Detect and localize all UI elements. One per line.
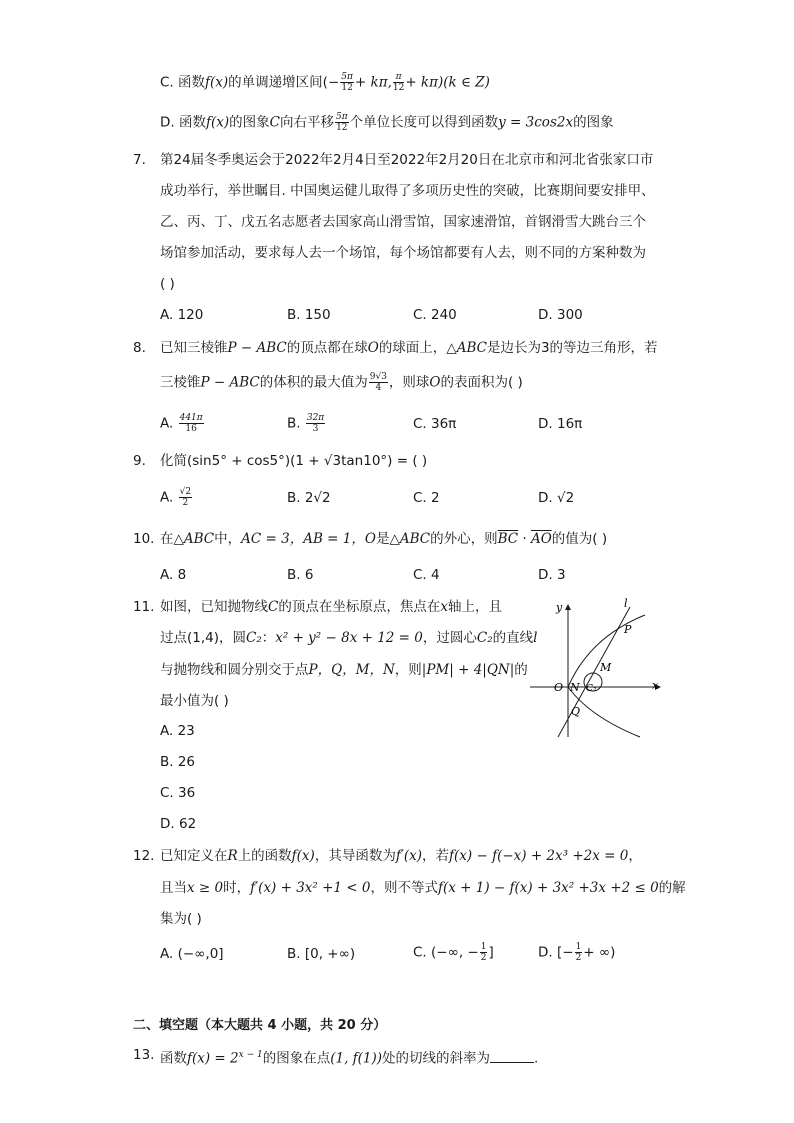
q13-stem bbox=[160, 1045, 538, 1069]
line-l bbox=[558, 607, 630, 737]
frac-den: 12 bbox=[341, 83, 353, 93]
q12-option-d[interactable] bbox=[538, 942, 615, 963]
text: 向右平移 bbox=[279, 114, 334, 131]
question-number: 12. bbox=[133, 848, 155, 864]
text: 在 bbox=[160, 531, 174, 547]
text: 的图象 bbox=[229, 114, 270, 131]
fraction bbox=[179, 487, 192, 508]
q7-line: 第24届冬季奥运会于2022年2月4日至2022年2月20日在北京市和河北省张家口市 bbox=[160, 152, 654, 168]
math: C₂ bbox=[246, 630, 262, 646]
frac-num: 5π bbox=[341, 72, 353, 82]
text: ，则不等式 bbox=[370, 880, 439, 896]
text: C. (−∞, − bbox=[413, 944, 479, 961]
text: 上的函数 bbox=[237, 848, 292, 864]
math: P − ABC bbox=[200, 374, 260, 391]
text: 个单位长度可以得到函数 bbox=[349, 114, 499, 131]
frac-den: 2 bbox=[182, 498, 189, 508]
q8-option-c[interactable]: C. 36π bbox=[413, 416, 457, 432]
math: △ABC bbox=[389, 531, 431, 547]
q7-line: 成功举行，举世瞩目. 中国奥运健儿取得了多项历史性的突破，比赛期间要安排甲、 bbox=[160, 183, 655, 199]
vector-ao: $\overline{AO}$ bbox=[530, 531, 552, 547]
frac-num: 1 bbox=[575, 942, 582, 952]
label-o: O bbox=[554, 681, 564, 694]
math: f′(x) bbox=[395, 848, 423, 864]
q11-line-2 bbox=[160, 628, 537, 648]
q12-line-3: 集为( ) bbox=[160, 911, 202, 927]
text: 轴上，且 bbox=[447, 599, 502, 615]
text: ] bbox=[488, 944, 494, 961]
math: + kπ)(k ∈ Z) bbox=[405, 74, 490, 91]
question-number: 10. bbox=[133, 531, 155, 547]
fraction bbox=[369, 372, 388, 393]
math: P，Q，M，N bbox=[308, 662, 395, 678]
text: 处的切线的斜率为 bbox=[382, 1050, 491, 1067]
text: 的顶点在坐标原点，焦点在 bbox=[278, 599, 441, 615]
q9-option-b[interactable]: B. 2√2 bbox=[287, 490, 331, 506]
math: C bbox=[269, 114, 280, 131]
text: 已知三棱锥 bbox=[160, 340, 228, 356]
math: f(x) bbox=[205, 74, 229, 91]
text: 是边长为3的等边三角形，若 bbox=[486, 340, 658, 356]
text: ，若 bbox=[422, 848, 450, 864]
q7-option-d[interactable]: D. 300 bbox=[538, 307, 583, 323]
frac-num: 32π bbox=[306, 413, 325, 423]
text: D. [− bbox=[538, 944, 574, 961]
text: 如图，已知抛物线 bbox=[160, 599, 268, 615]
q12-line-1 bbox=[160, 846, 642, 866]
q10-option-c[interactable]: C. 4 bbox=[413, 567, 440, 583]
text: 与抛物线和圆分别交于点 bbox=[160, 662, 309, 678]
frac-num: 441π bbox=[179, 413, 203, 423]
q8-option-d[interactable]: D. 16π bbox=[538, 416, 583, 432]
frac-den: 2 bbox=[480, 953, 487, 963]
q8-line-1 bbox=[160, 338, 658, 358]
label-p: P bbox=[624, 623, 632, 636]
q12-option-c[interactable] bbox=[413, 942, 494, 963]
text: . bbox=[534, 1050, 539, 1067]
q6-option-c bbox=[160, 72, 490, 93]
q11-option-c[interactable]: C. 36 bbox=[160, 785, 196, 801]
q7-line: 乙、丙、丁、戊五名志愿者去国家高山滑雪馆，国家速滑馆，首钢滑雪大跳台三个 bbox=[160, 214, 646, 230]
frac-den: 2 bbox=[575, 953, 582, 963]
q12-line-2 bbox=[160, 878, 686, 898]
label-n: N bbox=[570, 681, 580, 694]
math: AC = 3，AB = 1，O bbox=[241, 531, 376, 547]
question-number: 7. bbox=[133, 152, 146, 168]
text: 是 bbox=[375, 531, 390, 547]
text: 的解 bbox=[658, 880, 686, 896]
fraction bbox=[179, 413, 204, 434]
q10-option-a[interactable]: A. 8 bbox=[160, 567, 187, 583]
text: 三棱锥 bbox=[160, 374, 201, 391]
q12-option-b[interactable]: B. [0, +∞) bbox=[287, 946, 356, 962]
vector-bc: $\overline{BC}$ bbox=[497, 531, 519, 547]
fraction bbox=[335, 112, 349, 133]
text: 的外心，则 bbox=[430, 531, 498, 547]
text: 的体积的最大值为 bbox=[259, 374, 368, 391]
question-number: 13. bbox=[133, 1047, 155, 1063]
q7-line: ( ) bbox=[160, 276, 175, 292]
text: 的值为( ) bbox=[551, 531, 608, 547]
frac-den: 3 bbox=[312, 424, 319, 434]
text: ，则球 bbox=[388, 374, 430, 391]
text: ，则 bbox=[394, 662, 422, 678]
q11-line-1 bbox=[160, 597, 502, 617]
math: y = 3cos2x bbox=[498, 114, 574, 131]
math: f(x) − f(−x) + 2x³ +2x = 0 bbox=[449, 848, 629, 864]
text: 过点(1,4)，圆 bbox=[160, 630, 247, 646]
fraction bbox=[575, 942, 583, 963]
fraction bbox=[306, 413, 325, 434]
text: 的 bbox=[514, 662, 528, 678]
math: f′(x) + 3x² +1 < 0 bbox=[250, 880, 371, 896]
frac-num: 9√3 bbox=[369, 372, 387, 382]
math: f(x) bbox=[291, 848, 315, 864]
question-number: 11. bbox=[133, 599, 155, 615]
frac-den: 12 bbox=[392, 83, 405, 93]
label-q: Q bbox=[571, 705, 581, 718]
q9-option-c[interactable]: C. 2 bbox=[413, 490, 440, 506]
text: 中， bbox=[214, 531, 242, 547]
q11-option-d[interactable]: D. 62 bbox=[160, 816, 197, 832]
math: P − ABC bbox=[227, 340, 287, 356]
text: 函数 bbox=[160, 1050, 187, 1067]
parabola bbox=[568, 615, 645, 737]
math: x bbox=[440, 599, 448, 615]
answer-blank[interactable] bbox=[490, 1048, 534, 1063]
exponent: x − 1 bbox=[238, 1050, 263, 1060]
fraction bbox=[393, 72, 404, 93]
text: 的直线 bbox=[492, 630, 534, 646]
q9-stem: 化简(sin5° + cos5°)(1 + √3tan10°) = ( ) bbox=[160, 453, 428, 469]
text: 的图象 bbox=[573, 114, 614, 131]
frac-den: 4 bbox=[375, 383, 382, 393]
label-y: y bbox=[556, 601, 563, 614]
label-c2: C₂ bbox=[586, 684, 597, 694]
math: △ABC bbox=[173, 531, 215, 547]
q7-option-c[interactable]: C. 240 bbox=[413, 307, 457, 323]
math: f(x) bbox=[205, 114, 230, 131]
q11-line-3 bbox=[160, 660, 528, 680]
frac-den: 16 bbox=[185, 424, 197, 434]
text: ，其导函数为 bbox=[314, 848, 396, 864]
math: |PM| + 4|QN| bbox=[421, 662, 515, 678]
q6-option-d bbox=[160, 112, 614, 133]
frac-num: 5π bbox=[335, 112, 348, 122]
q12-option-a[interactable]: A. (−∞,0] bbox=[160, 946, 224, 962]
text: C. 函数 bbox=[160, 74, 206, 91]
q10-stem bbox=[160, 529, 607, 549]
q11-line-4: 最小值为( ) bbox=[160, 693, 229, 709]
math: O bbox=[429, 374, 441, 391]
math: f(x + 1) − f(x) + 3x² +3x +2 ≤ 0 bbox=[438, 880, 659, 896]
text: 的表面积为( ) bbox=[440, 374, 523, 391]
frac-den: 12 bbox=[336, 123, 348, 133]
fraction bbox=[340, 72, 354, 93]
q10-option-d[interactable]: D. 3 bbox=[538, 567, 566, 583]
math: (1, f(1)) bbox=[330, 1050, 383, 1067]
q11-option-a[interactable]: A. 23 bbox=[160, 723, 195, 739]
math: O bbox=[367, 340, 379, 356]
text: ，过圆心 bbox=[422, 630, 477, 646]
math: − bbox=[327, 74, 340, 91]
q7-option-b[interactable]: B. 150 bbox=[287, 307, 331, 323]
label: B. bbox=[287, 415, 301, 432]
text: 且当 bbox=[160, 880, 187, 896]
label: A. bbox=[160, 415, 174, 432]
math: + kπ, bbox=[354, 74, 392, 91]
text: 的图象在点 bbox=[262, 1050, 331, 1067]
q8-option-b[interactable] bbox=[287, 413, 326, 434]
frac-num: √2 bbox=[179, 487, 192, 497]
math: x ≥ 0 bbox=[187, 880, 224, 896]
math: C bbox=[268, 599, 279, 615]
q7-option-a[interactable]: A. 120 bbox=[160, 307, 204, 323]
label: A. bbox=[160, 489, 174, 506]
dot: · bbox=[518, 531, 531, 547]
q11-figure bbox=[520, 597, 670, 742]
text: 的球面上， bbox=[378, 340, 447, 356]
q9-option-d[interactable]: D. √2 bbox=[538, 490, 575, 506]
q11-option-b[interactable]: B. 26 bbox=[160, 754, 196, 770]
label-l: l bbox=[624, 597, 628, 610]
text: 已知定义在 bbox=[160, 848, 228, 864]
text: D. 函数 bbox=[160, 114, 206, 131]
q8-option-a[interactable] bbox=[160, 413, 205, 434]
section-heading: 二、填空题（本大题共 4 小题，共 20 分） bbox=[133, 1018, 387, 1033]
math: f(x) = 2 bbox=[187, 1050, 239, 1067]
text: ： bbox=[261, 630, 276, 646]
text: 时， bbox=[223, 880, 251, 896]
question-number: 9. bbox=[133, 453, 146, 469]
q9-option-a[interactable] bbox=[160, 487, 193, 508]
question-number: 8. bbox=[133, 340, 146, 356]
fraction bbox=[480, 942, 488, 963]
q7-line: 场馆参加活动，要求每人去一个场馆，每个场馆都要有人去，则不同的方案种数为 bbox=[160, 245, 646, 261]
math: R bbox=[227, 848, 238, 864]
math: l bbox=[533, 630, 538, 646]
q8-line-2 bbox=[160, 372, 523, 393]
text: 的单调递增区间( bbox=[228, 74, 328, 91]
frac-num: π bbox=[393, 72, 404, 83]
text: 的顶点都在球 bbox=[286, 340, 368, 356]
label-x: x bbox=[652, 679, 659, 692]
label-m: M bbox=[600, 661, 612, 674]
math: △ABC bbox=[446, 340, 487, 356]
math: x² + y² − 8x + 12 = 0 bbox=[275, 630, 423, 646]
q10-option-b[interactable]: B. 6 bbox=[287, 567, 314, 583]
text: + ∞) bbox=[583, 944, 616, 961]
math: C₂ bbox=[476, 630, 493, 646]
text: ， bbox=[628, 848, 642, 864]
frac-num: 1 bbox=[480, 942, 487, 952]
